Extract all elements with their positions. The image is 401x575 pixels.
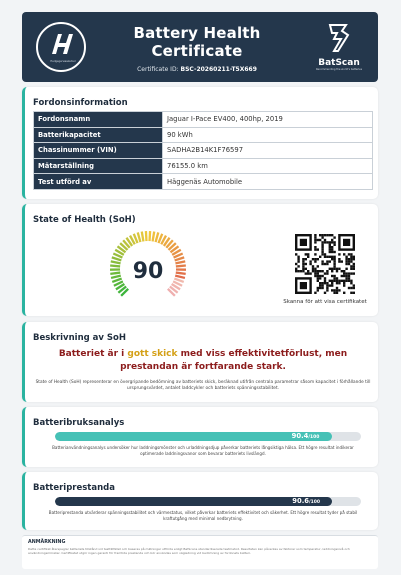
company-logo-tagline: Hedgegervæsketool: [50, 60, 76, 63]
gauge-tick: [110, 266, 120, 267]
gauge-tick: [111, 261, 121, 263]
gauge-tick: [111, 276, 121, 278]
tested-by-value: Häggenäs Automobile: [163, 174, 373, 190]
gauge-tick: [150, 231, 151, 241]
usage-score-label: [292, 432, 320, 441]
battery-capacity-value: 90 kWh: [163, 127, 373, 143]
soh-value: 90: [132, 259, 164, 284]
vehicle-info-table: [33, 111, 373, 190]
soh-summary-post: med viss effektivitetförlust, men prestandan är fortfarande stark.: [120, 349, 348, 372]
odometer-label: Mätarställning: [34, 158, 163, 174]
soh-description-card: [22, 322, 378, 402]
vehicle-name-value: Jaguar I-Pace EV400, 400hp, 2019: [163, 112, 373, 128]
gauge-tick: [176, 266, 186, 267]
performance-score-label: [292, 497, 320, 506]
soh-summary-highlight: gott skick: [127, 349, 178, 359]
gauge-tick: [176, 273, 186, 274]
remark-section: [22, 535, 378, 569]
soh-description-heading: Beskrivning av SoH: [33, 333, 126, 343]
vehicle-info-heading: Fordonsinformation: [33, 98, 128, 108]
performance-score-bar: [55, 497, 332, 506]
remark-heading: ANMÄRKNING: [28, 540, 66, 545]
gauge-tick: [175, 261, 185, 263]
h-logo-icon: [46, 32, 76, 56]
vehicle-name-label: Fordonsnamn: [34, 112, 163, 128]
soh-explanation: State of Health (SoH) representerar en övergripande bedömning av batteriets skick, beräknad utifrån centrala parametrar såsom kapacitet i förhållande till ursprungsvärdet, antalet laddcykler och batteriets spänningsstabilitet.: [35, 380, 371, 391]
gauge-tick: [175, 276, 185, 278]
gauge-tick: [153, 232, 155, 242]
vin-label: Chassinummer (VIN): [34, 143, 163, 159]
remark-text: Detta certifikat återspeglar batteriets tillstånd vid testtillfället och baseras på mätningar utförda enligt BatScans standardiserade testmetod. Resultaten kan påverkas av faktorer som temperatur, laddningsnivå och användningsmönster. Certifikatet utgör ingen garanti för framtida prestanda och bör användas som vägledning vid bedömning av fordonets batteri.: [28, 547, 350, 556]
usage-score-bar: [55, 432, 332, 441]
soh-gauge: [105, 226, 191, 312]
table-row: [34, 112, 373, 128]
performance-score-unit: /100: [309, 500, 321, 505]
usage-analysis-card: [22, 407, 378, 467]
usage-analysis-heading: Batteribruksanalys: [33, 418, 125, 428]
soh-summary: [35, 348, 371, 374]
gauge-tick: [156, 232, 159, 242]
gauge-tick: [175, 257, 185, 260]
gauge-tick: [110, 273, 120, 274]
certificate-id-label: Certificate ID:: [137, 65, 179, 73]
performance-score-value: 90.6: [292, 497, 310, 505]
usage-score-value: 90.4: [291, 432, 309, 440]
gauge-tick: [138, 232, 141, 242]
table-row: [34, 143, 373, 159]
odometer-value: 76155.0 km: [163, 158, 373, 174]
gauge-tick: [146, 231, 147, 241]
performance-heading: Batteriprestanda: [33, 483, 115, 493]
soh-heading: State of Health (SoH): [33, 215, 136, 225]
certificate-header: [22, 12, 378, 82]
batscan-logo: [308, 23, 370, 71]
certificate-id-value: BSC-20260211-T5X669: [180, 65, 257, 73]
table-row: [34, 174, 373, 190]
soh-card: [22, 204, 378, 316]
table-row: [34, 127, 373, 143]
brand-name: BatScan: [318, 58, 360, 68]
gauge-tick: [112, 257, 122, 260]
soh-summary-pre: Batteriet är i: [58, 349, 128, 359]
qr-code[interactable]: [295, 234, 355, 294]
certificate-id: [86, 66, 308, 73]
brand-slogan: Recommending the world's batteries: [315, 68, 363, 71]
performance-text: Batteriprestanda utvärderar spänningsstabilitet och värmestatus, vilket påverkar batteriets effektivitet och säkerhet. Ett högre resultat tyder på stabil kraftutgång med minimal nedbrytning.: [48, 510, 358, 521]
table-row: [34, 158, 373, 174]
usage-analysis-text: Batterianvändningsanalys undersöker hur laddningsmönster och urladdningsdjup påverkar batteriets långsiktiga hälsa. Ett högre resultat indikerar optimerade laddningsvanor som bevarar batteriets livslängd.: [52, 445, 354, 456]
page-title: Battery Health Certificate: [133, 23, 261, 60]
battery-capacity-label: Batterikapacitet: [34, 127, 163, 143]
tested-by-label: Test utförd av: [34, 174, 163, 190]
vehicle-info-card: [22, 87, 378, 199]
batscan-b-icon: [326, 23, 352, 53]
gauge-tick: [142, 232, 144, 242]
qr-scan-caption: Skanna för att visa certifikatet: [283, 299, 367, 305]
performance-card: [22, 472, 378, 530]
usage-score-unit: /100: [308, 435, 320, 440]
vin-value: SADHA2B14K1F76597: [163, 143, 373, 159]
company-logo: [36, 22, 86, 72]
